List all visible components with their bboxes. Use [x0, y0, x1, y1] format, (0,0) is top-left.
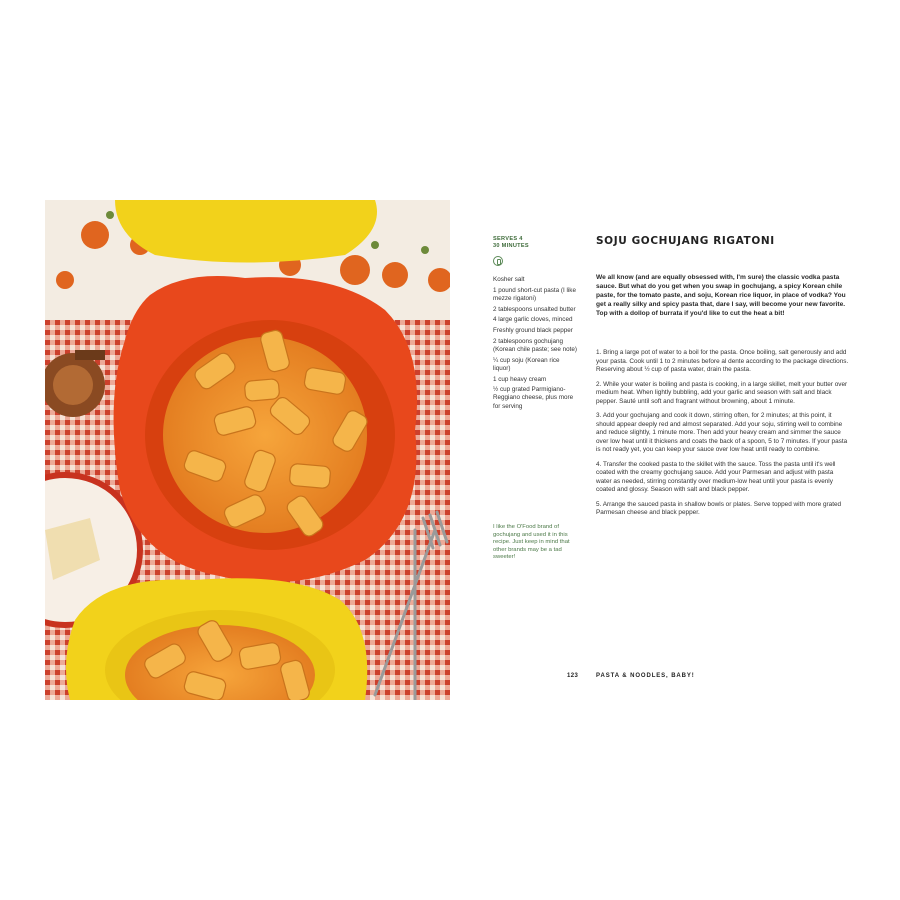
- serves-label: SERVES 4: [493, 236, 523, 242]
- recipe-meta: [493, 236, 529, 249]
- ingredient-item: 2 tablespoons gochujang (Korean chile paste; see note): [493, 337, 578, 353]
- ingredient-item: ½ cup grated Parmigiano-Reggiano cheese, plus more for serving: [493, 386, 574, 410]
- ingredient-item: 4 large garlic cloves, minced: [493, 316, 573, 324]
- method-steps: [596, 349, 850, 524]
- method-step: 4. Transfer the cooked pasta to the skillet with the sauce. Toss the pasta until it's well coated with the creamy gochujang sauce. Add your Parmesan and adjust with pasta water as needed, stirring constantly over medium-low heat until your pasta is evenly coated and glossy. Season with salt and black pepper.: [596, 460, 836, 493]
- method-step: 3. Add your gochujang and cook it down, stirring often, for 2 minutes; at this point, it should appear deeply red and almost separated. Add your soju, stirring well to combine and reduce slightly, 1 minute more. Then add your heavy cream and simmer the sauce over low heat until it thickens and coats the back of a spoon, 5 to 7 minutes. If your pasta is not ready yet, you can keep your sauce over low heat until ready to combine.: [596, 412, 848, 453]
- ingredient-item: 1 cup heavy cream: [493, 375, 547, 383]
- time-label: 30 MINUTES: [493, 242, 529, 249]
- method-step: 1. Bring a large pot of water to a boil for the pasta. Once boiling, salt generously and add your pasta. Cook until 1 to 2 minutes before al dente according to the package directions. Reserving about ½ cup of pasta water, drain the pasta.: [596, 349, 849, 373]
- ingredient-item: 1 pound short-cut pasta (I like mezze rigatoni): [493, 286, 576, 302]
- method-step: 2. While your water is boiling and pasta is cooking, in a large skillet, melt your butter over medium heat. When lightly bubbling, add your garlic and season with salt and black pepper. Sauté until soft and fragrant without browning, about 1 minute.: [596, 380, 848, 405]
- ingredient-item: Kosher salt: [493, 276, 525, 283]
- page-number: 123: [567, 673, 579, 679]
- gochujang-note: I like the O'Food brand of gochujang and used it in this recipe. Just keep in mind that other brands may be a tad sweeter!: [493, 524, 570, 561]
- method-step: 5. Arrange the sauced pasta in shallow bowls or plates. Serve topped with more grated Parmesan cheese and black pepper.: [596, 500, 842, 516]
- recipe-photo: [45, 200, 450, 700]
- ingredient-item: 2 tablespoons unsalted butter: [493, 305, 576, 313]
- recipe-intro: We all know (and are equally obsessed with, I'm sure) the classic vodka pasta sauce. But what do you get when you swap in gochujang, a spicy Korean chile paste, for the tomato paste, and soju, Korean rice liquor, in place of vodka? You get a really silky and spicy pasta that, dare I say, will become your new favorite. Top with a dollop of burrata if you'd like to cut the heat a bit!: [596, 274, 846, 317]
- ingredient-item: Freshly ground black pepper: [493, 327, 573, 335]
- section-title: PASTA & NOODLES, BABY!: [596, 673, 695, 679]
- ingredient-item: ¼ cup soju (Korean rice liquor): [493, 356, 560, 372]
- ingredient-list: [493, 276, 578, 413]
- recipe-title: SOJU GOCHUJANG RIGATONI: [596, 235, 775, 247]
- gluten-free-icon: [493, 256, 503, 266]
